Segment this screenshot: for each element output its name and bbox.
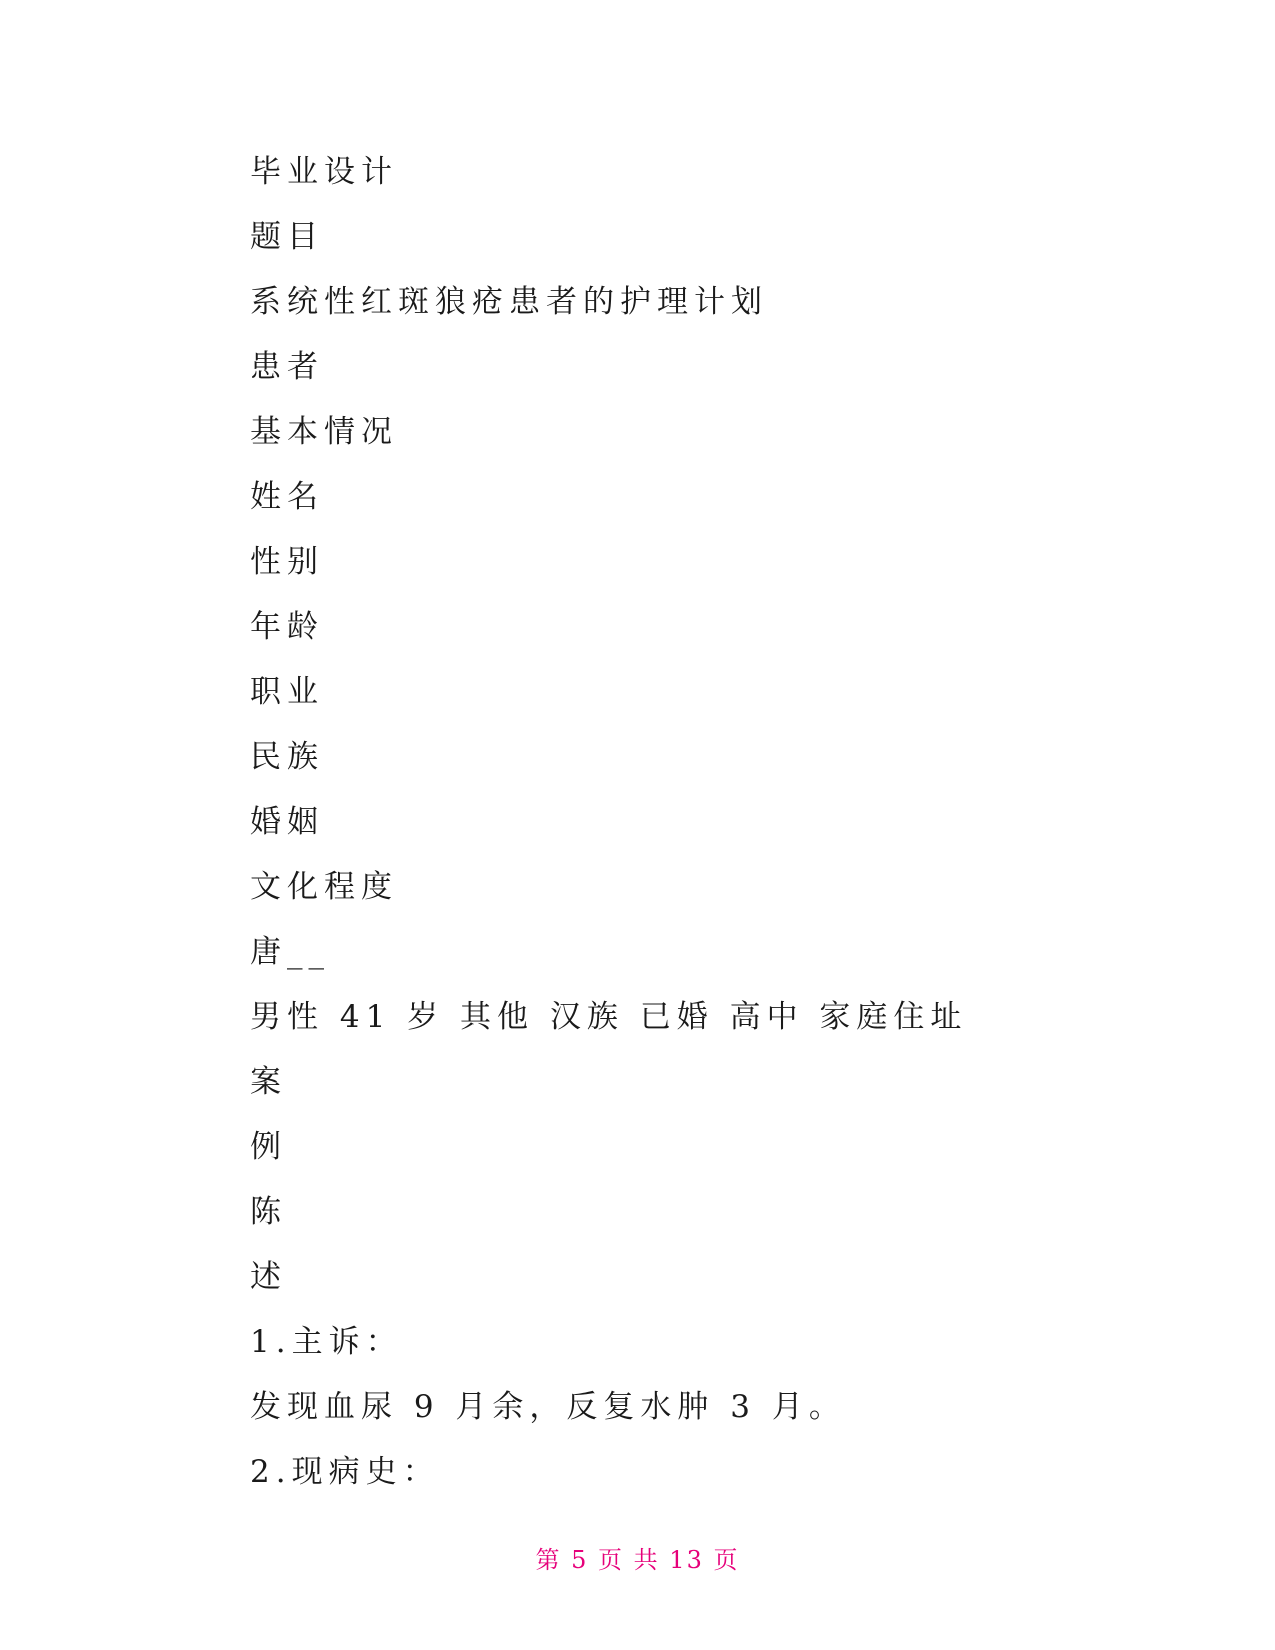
text-line: 1.主诉：	[250, 1324, 403, 1360]
text-line: 文化程度	[250, 869, 398, 905]
text-line: 基本情况	[250, 414, 398, 450]
text-line: 系统性红斑狼疮患者的护理计划	[250, 284, 768, 320]
text-line: 题目	[250, 219, 324, 255]
text-line: 职业	[250, 674, 324, 710]
text-line: 民族	[250, 739, 324, 775]
text-line: 姓名	[250, 479, 324, 515]
text-line: 性别	[250, 544, 324, 580]
document-body	[250, 146, 1050, 1511]
text-line: 述	[250, 1259, 287, 1295]
page-number-footer: 第 5 页 共 13 页	[535, 1546, 740, 1574]
text-line: 年龄	[250, 609, 324, 645]
text-line: 唐__	[250, 934, 330, 970]
text-line: 例	[250, 1129, 287, 1165]
text-line: 发现血尿 9 月余，反复水肿 3 月。	[250, 1389, 846, 1425]
text-line: 患者	[250, 349, 324, 385]
text-line: 毕业设计	[250, 154, 398, 190]
text-line: 陈	[250, 1194, 287, 1230]
text-line: 案	[250, 1064, 287, 1100]
text-line: 2.现病史：	[250, 1454, 440, 1490]
text-line: 婚姻	[250, 804, 324, 840]
text-line: 男性 41 岁 其他 汉族 已婚 高中 家庭住址	[250, 999, 968, 1035]
